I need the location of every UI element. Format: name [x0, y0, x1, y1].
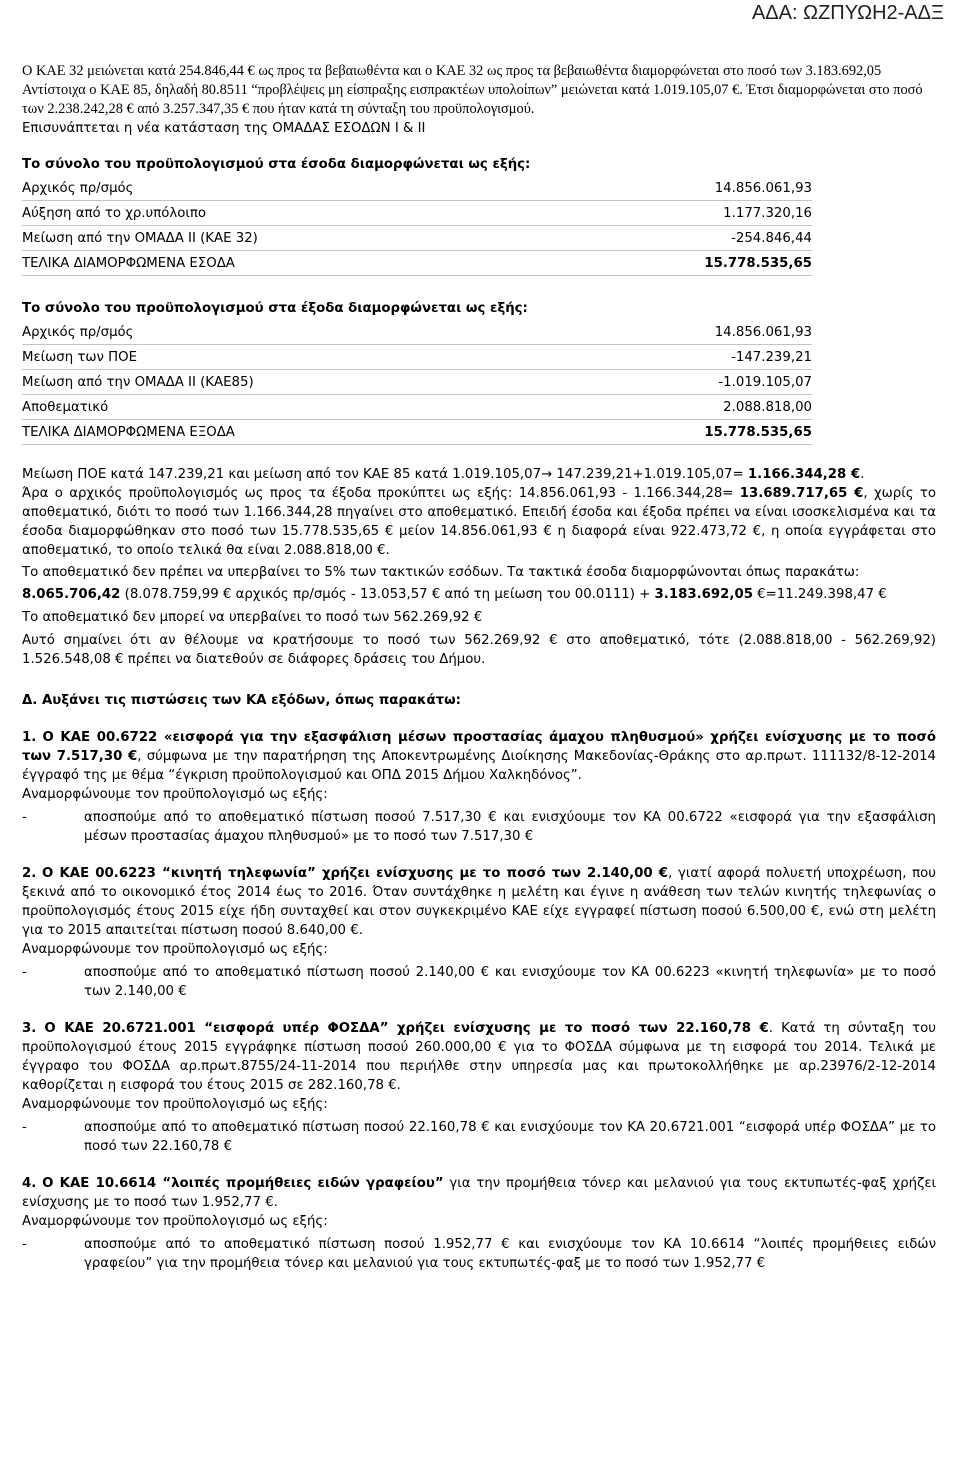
intro-attachment-note: Επισυνάπτεται η νέα κατάσταση της ΟΜΑΔΑΣ ΕΣΟΔΩΝ Ι & ΙΙ: [22, 121, 426, 136]
list-item: [22, 1019, 936, 1156]
item-title: [22, 1019, 936, 1095]
section-d-heading: Δ. Αυξάνει τις πιστώσεις των ΚΑ εξόδων, όπως παρακάτω:: [22, 693, 461, 708]
intro-paragraph-2: Αντίστοιχα ο ΚΑΕ 85, δηλαδή 80.8511 “προβλέψεις μη είσπραξης εισπρακτέων υπολοίπων” μειώνεται κατά 1.019.105,07 €. Έτσι διαμορφώνεται στο ποσό των 2.238.242,28 € από 3.257.347,35 € που ήταν κατά τη σύνταξη του προϋπολογισμού.: [22, 82, 923, 117]
item-title-rest: . Κατά τη σύνταξη του προϋπολογισμού έτους 2015 εγγράφηκε πίστωση ποσού 260.000,00 € για το ΦΟΣΔΑ σύμφωνα με τη εισφορά του 2014. Τελικά με έγγραφο του ΦΟΣΔΑ αρ.πρωτ.8755/24-11-2014 που περιήλθε στην υπηρεσία μας και πρωτοκολλήθηκε με αρ.23976/2-12-2014 καθορίζεται η εισφορά του έτους 2015 σε 282.160,78 €.: [22, 1021, 936, 1093]
item-title: [22, 728, 936, 785]
calc-amount: 13.689.717,65 €: [739, 486, 864, 501]
row-label: Μείωση από την ΟΜΑΔΑ ΙΙ (ΚΑΕ85): [22, 374, 254, 390]
row-label: ΤΕΛΙΚΑ ΔΙΑΜΟΡΦΩΜΕΝΑ ΕΣΟΔΑ: [22, 255, 235, 271]
row-value: 14.856.061,93: [714, 180, 812, 196]
table-row: [22, 226, 812, 251]
table-row: [22, 201, 812, 226]
item-number: 4.: [22, 1176, 37, 1191]
row-label: ΤΕΛΙΚΑ ΔΙΑΜΟΡΦΩΜΕΝΑ ΕΞΟΔΑ: [22, 424, 235, 440]
dash-marker: -: [22, 810, 27, 825]
calc-line-3: Το αποθεματικό δεν πρέπει να υπερβαίνει το 5% των τακτικών εσόδων. Τα τακτικά έσοδα διαμορφώνονται όπως παρακάτω:: [22, 565, 860, 580]
row-label: Αρχικός πρ/σμός: [22, 324, 134, 340]
intro-paragraph-1: Ο ΚΑΕ 32 μειώνεται κατά 254.846,44 € ως προς τα βεβαιωθέντα και ο ΚΑΕ 32 ως προς τα βεβαιωθέντα διαμορφώνεται στο ποσό των 3.183.692,05: [22, 63, 882, 79]
item-title-rest: , σύμφωνα με την παρατήρηση της Αποκεντρωμένης Διοίκησης Μακεδονίας-Θράκης στο αρ.πρωτ. 111132/8-12-2014 έγγραφό της με θέμα “έγκριση προϋπολογισμού και ΟΠΔ 2015 Δήμου Χαλκηδόνος”.: [22, 749, 936, 783]
calc-text: Μείωση ΠΟΕ κατά 147.239,21 και μείωση από τον ΚΑΕ 85 κατά 1.019.105,07→ 147.239,21+1.019.105,07=: [22, 467, 748, 482]
item-action: [22, 963, 936, 1001]
item-number: 1.: [22, 730, 37, 745]
dash-marker: -: [22, 965, 27, 980]
calc-amount: 8.065.706,42: [22, 587, 121, 602]
calc-line-2: [22, 484, 936, 560]
dash-marker: -: [22, 1237, 27, 1252]
item-action-text: αποσπούμε από το αποθεματικό πίστωση ποσού 1.952,77 € και ενισχύουμε τον ΚΑ 10.6614 “λοιπές προμήθειες ειδών γραφείου” για την προμήθεια τόνερ και μελανιού για τους εκτυπωτές-φαξ με το ποσό των 1.952,77 €: [84, 1237, 936, 1271]
item-budget-line: Αναμορφώνουμε τον προϋπολογισμό ως εξής:: [22, 787, 328, 802]
income-section-title: Το σύνολο του προϋπολογισμού στα έσοδα διαμορφώνεται ως εξής:: [22, 156, 531, 172]
row-label: Αποθεματικό: [22, 399, 109, 415]
dash-marker: -: [22, 1120, 27, 1135]
item-title-bold: Ο ΚΑΕ 00.6722 «εισφορά για την εξασφάλιση μέσων προστασίας άμαχου πληθυσμού» χρήζει ενίσχυσης με το ποσό των 7.517,30 €: [22, 730, 936, 764]
list-item: [22, 728, 936, 846]
list-item: [22, 864, 936, 1001]
calc-amount: 3.183.692,05: [654, 587, 753, 602]
calc-line-5: Το αποθεματικό δεν μπορεί να υπερβαίνει το ποσό των 562.269,92 €: [22, 610, 483, 625]
item-title-bold: Ο ΚΑΕ 00.6223 “κινητή τηλεφωνία” χρήζει ενίσχυσης με το ποσό των 2.140,00 €: [42, 866, 669, 881]
item-action-text: αποσπούμε από το αποθεματικό πίστωση ποσού 22.160,78 € και ενισχύουμε τον ΚΑ 20.6721.001 “εισφορά υπέρ ΦΟΣΔΑ” με το ποσό των 22.160,78 €: [84, 1120, 936, 1154]
item-title-rest: για την προμήθεια τόνερ και μελανιού για τους εκτυπωτές-φαξ χρήζει ενίσχυσης με το ποσό των 1.952,77 €.: [22, 1176, 937, 1210]
row-label: Αρχικός πρ/σμός: [22, 180, 134, 196]
row-value: 2.088.818,00: [723, 399, 812, 415]
item-title: [22, 864, 936, 940]
table-row: [22, 395, 812, 420]
table-row: [22, 370, 812, 395]
item-title-rest: , γιατί αφορά πολυετή υποχρέωση, που ξεκινά από το οικονομικό έτος 2014 έως το 2016. Όταν συντάχθηκε η μελέτη και έγινε η ανάθεση των τελών κινητής τηλεφωνίας ο προϋπολογισμός έτους 2015 είχε ήδη συνταχθεί και στον συγκεκριμένο ΚΑΕ είχε εγγραφεί πίστωση ποσού 6.500,00 €, ενώ στη μελέτη για το 2015 απαιτείται πίστωση ποσού 8.640,00 €.: [22, 866, 936, 938]
calc-line-4: [22, 585, 936, 604]
row-label: Μείωση από την ΟΜΑΔΑ ΙΙ (ΚΑΕ 32): [22, 230, 258, 246]
document-header-ada: ΑΔΑ: ΩΖΠΥΩΗ2-ΑΔΞ: [751, 2, 944, 24]
table-total-row: [22, 420, 812, 445]
expense-section-title: Το σύνολο του προϋπολογισμού στα έξοδα διαμορφώνεται ως εξής:: [22, 300, 528, 316]
calc-text: .: [860, 467, 865, 482]
item-title-bold: Ο ΚΑΕ 20.6721.001 “εισφορά υπέρ ΦΟΣΔΑ” χρήζει ενίσχυσης με το ποσό των 22.160,78 €: [44, 1021, 769, 1036]
expense-table: [22, 320, 936, 445]
calc-line-6: Αυτό σημαίνει ότι αν θέλουμε να κρατήσουμε το ποσό των 562.269,92 € στο αποθεματικό, τότε (2.088.818,00 - 562.269,92) 1.526.548,08 € πρέπει να διατεθούν σε διάφορες δράσεις του Δήμου.: [22, 633, 936, 667]
calc-amount: 1.166.344,28 €: [747, 467, 861, 482]
row-value: 15.778.535,65: [704, 255, 812, 271]
row-label: Μείωση των ΠΟΕ: [22, 349, 138, 365]
row-value: 14.856.061,93: [714, 324, 812, 340]
row-label: Αύξηση από το χρ.υπόλοιπο: [22, 205, 207, 221]
calc-text: (8.078.759,99 € αρχικός πρ/σμός - 13.053,57 € από τη μείωση του 00.0111) +: [120, 587, 655, 602]
row-value: -254.846,44: [731, 230, 812, 246]
table-row: [22, 176, 812, 201]
item-action: [22, 1235, 936, 1273]
row-value: -147.239,21: [731, 349, 812, 365]
item-action: [22, 1118, 936, 1156]
item-title-bold: Ο ΚΑΕ 10.6614 “λοιπές προμήθειες ειδών γραφείου”: [42, 1176, 444, 1191]
document-body: [22, 62, 936, 1273]
item-title: [22, 1174, 936, 1212]
list-item: [22, 1174, 936, 1273]
item-action: [22, 808, 936, 846]
item-budget-line: Αναμορφώνουμε τον προϋπολογισμό ως εξής:: [22, 942, 328, 957]
item-budget-line: Αναμορφώνουμε τον προϋπολογισμό ως εξής:: [22, 1214, 328, 1229]
calc-line-1: [22, 465, 936, 484]
row-value: -1.019.105,07: [718, 374, 812, 390]
income-table: [22, 176, 936, 276]
table-total-row: [22, 251, 812, 276]
row-value: 15.778.535,65: [704, 424, 812, 440]
item-action-text: αποσπούμε από το αποθεματικό πίστωση ποσού 2.140,00 € και ενισχύουμε τον ΚΑ 00.6223 «κινητή τηλεφωνία» με το ποσό των 2.140,00 €: [84, 965, 936, 999]
table-row: [22, 345, 812, 370]
calc-text: €=11.249.398,47 €: [752, 587, 887, 602]
item-number: 2.: [22, 866, 37, 881]
calc-text: Άρα ο αρχικός προϋπολογισμός ως προς τα έξοδα προκύπτει ως εξής: 14.856.061,93 - 1.166.344,28=: [22, 486, 740, 501]
item-action-text: αποσπούμε από το αποθεματικό πίστωση ποσού 7.517,30 € και ενισχύουμε τον ΚΑ 00.6722 «εισφορά για την εξασφάλιση μέσων προστασίας άμαχου πληθυσμού» με το ποσό των 7.517,30 €: [84, 810, 936, 844]
row-value: 1.177.320,16: [723, 205, 812, 221]
item-number: 3.: [22, 1021, 37, 1036]
calc-text: , χωρίς το αποθεματικό, διότι το ποσό των 1.166.344,28 πηγαίνει στο αποθεματικό. Επειδή έσοδα και έξοδα πρέπει να είναι ισοσκελισμένα και τα έσοδα διαμορφώθηκαν στο ποσό των 15.778.535,65 € μείον 14.856.061,93 € η διαφορά είναι 922.473,72 €, η οποία εγγράφεται στο αποθεματικό, το οποίο τελικά θα είναι 2.088.818,00 €.: [22, 486, 936, 558]
table-row: [22, 320, 812, 345]
item-budget-line: Αναμορφώνουμε τον προϋπολογισμό ως εξής:: [22, 1097, 328, 1112]
